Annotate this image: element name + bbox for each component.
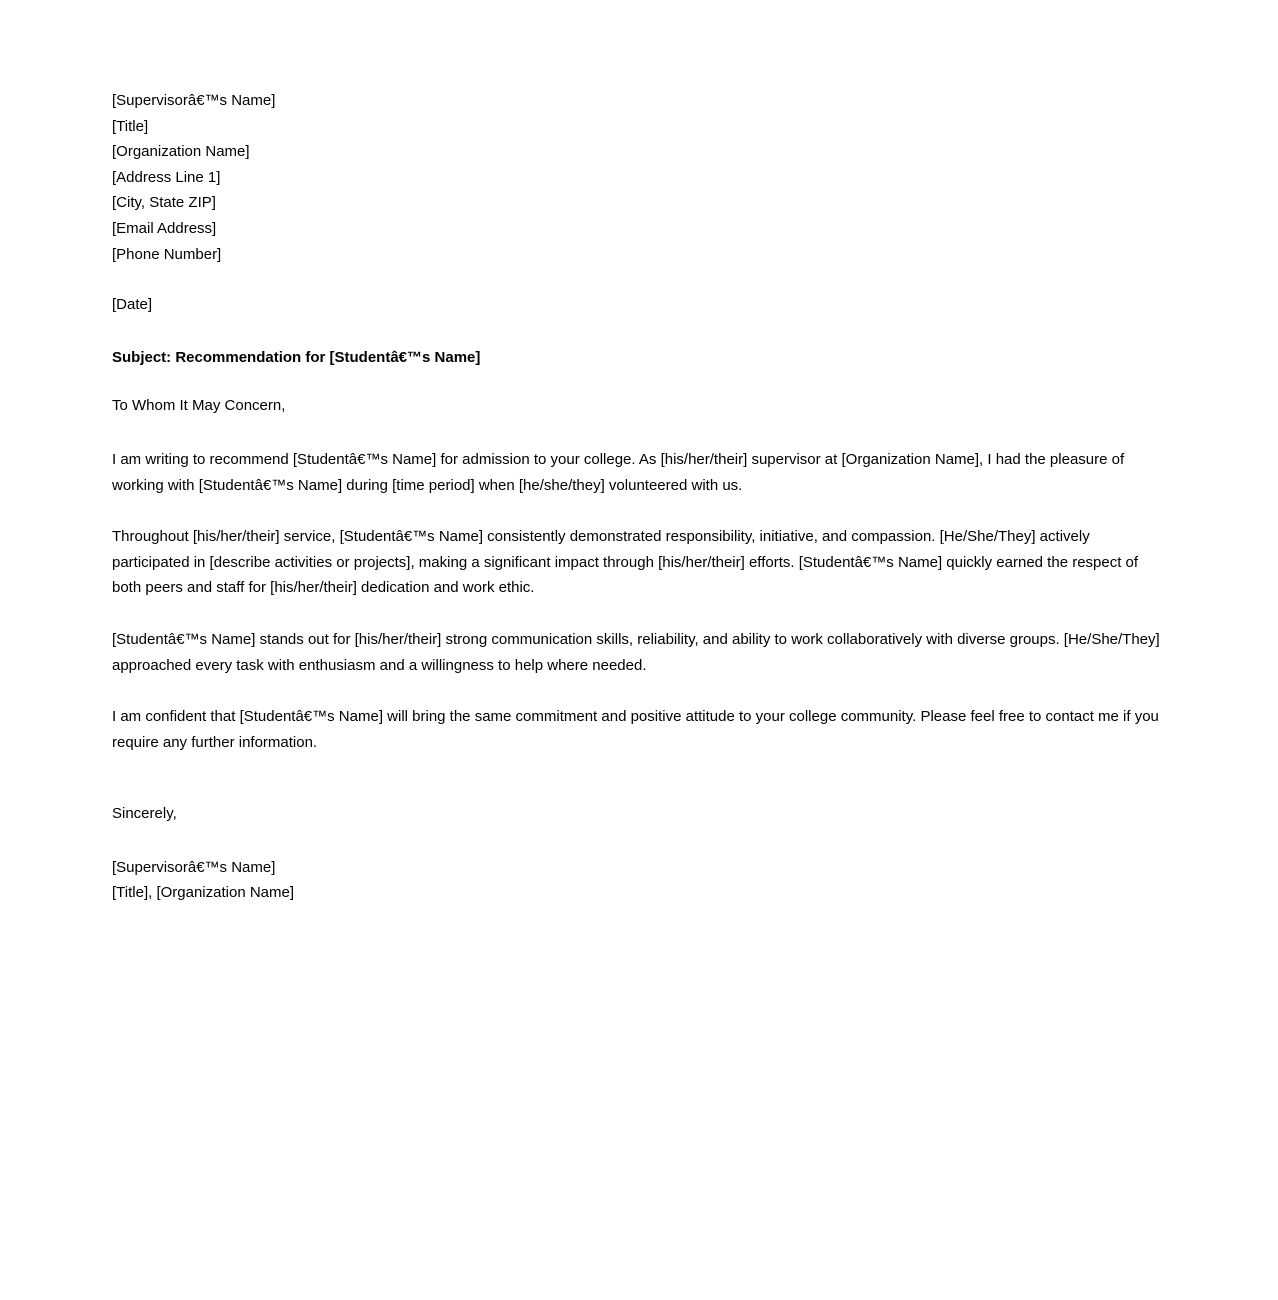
sender-name-line: [Supervisorâ€™s Name] bbox=[112, 92, 276, 109]
body-paragraph-2: Throughout [his/her/their] service, [Studentâ€™s Name] consistently demonstrated responsibility, initiative, and compassion. [He/She/They] actively participated in [describe activities or projects], making a significant impact through [his/her/their] efforts. [Studentâ€™s Name] quickly earned the respect of both peers and staff for [his/her/their] dedication and work ethic. bbox=[112, 528, 1139, 597]
signature-block bbox=[112, 855, 1170, 906]
body-paragraph-4: I am confident that [Studentâ€™s Name] will bring the same commitment and positive attitude to your college community. Please feel free to contact me if you require any further information. bbox=[112, 708, 1159, 751]
sender-title-line: [Title] bbox=[112, 117, 149, 135]
letter-body bbox=[112, 88, 1170, 906]
subject-line: Subject: Recommendation for [Studentâ€™s Name] bbox=[112, 348, 481, 366]
sender-city-state-zip-line: [City, State ZIP] bbox=[112, 194, 216, 212]
salutation-line: To Whom It May Concern, bbox=[112, 397, 286, 415]
sender-address-line-1: [Address Line 1] bbox=[112, 168, 221, 186]
signature-name-line: [Supervisorâ€™s Name] bbox=[112, 858, 276, 876]
body-paragraph-1: I am writing to recommend [Studentâ€™s Name] for admission to your college. As [his/her/their] supervisor at [Organization Name], I had the pleasure of working with [Studentâ€™s Name] during [time period] when [he/she/they] volunteered with us. bbox=[112, 450, 1125, 494]
sender-email-line: [Email Address] bbox=[112, 219, 217, 237]
sender-address-block bbox=[112, 88, 1170, 267]
closing-line: Sincerely, bbox=[112, 805, 177, 823]
sender-phone-line: [Phone Number] bbox=[112, 245, 222, 263]
sender-organization-line: [Organization Name] bbox=[112, 143, 250, 161]
signature-title-organization-line: [Title], [Organization Name] bbox=[112, 884, 295, 902]
body-paragraph-3: [Studentâ€™s Name] stands out for [his/her/their] strong communication skills, reliability, and ability to work collaboratively with diverse groups. [He/She/They] approached every task with enthusiasm and a willingness to help where needed. bbox=[112, 630, 1160, 674]
date-line: [Date] bbox=[112, 296, 153, 314]
